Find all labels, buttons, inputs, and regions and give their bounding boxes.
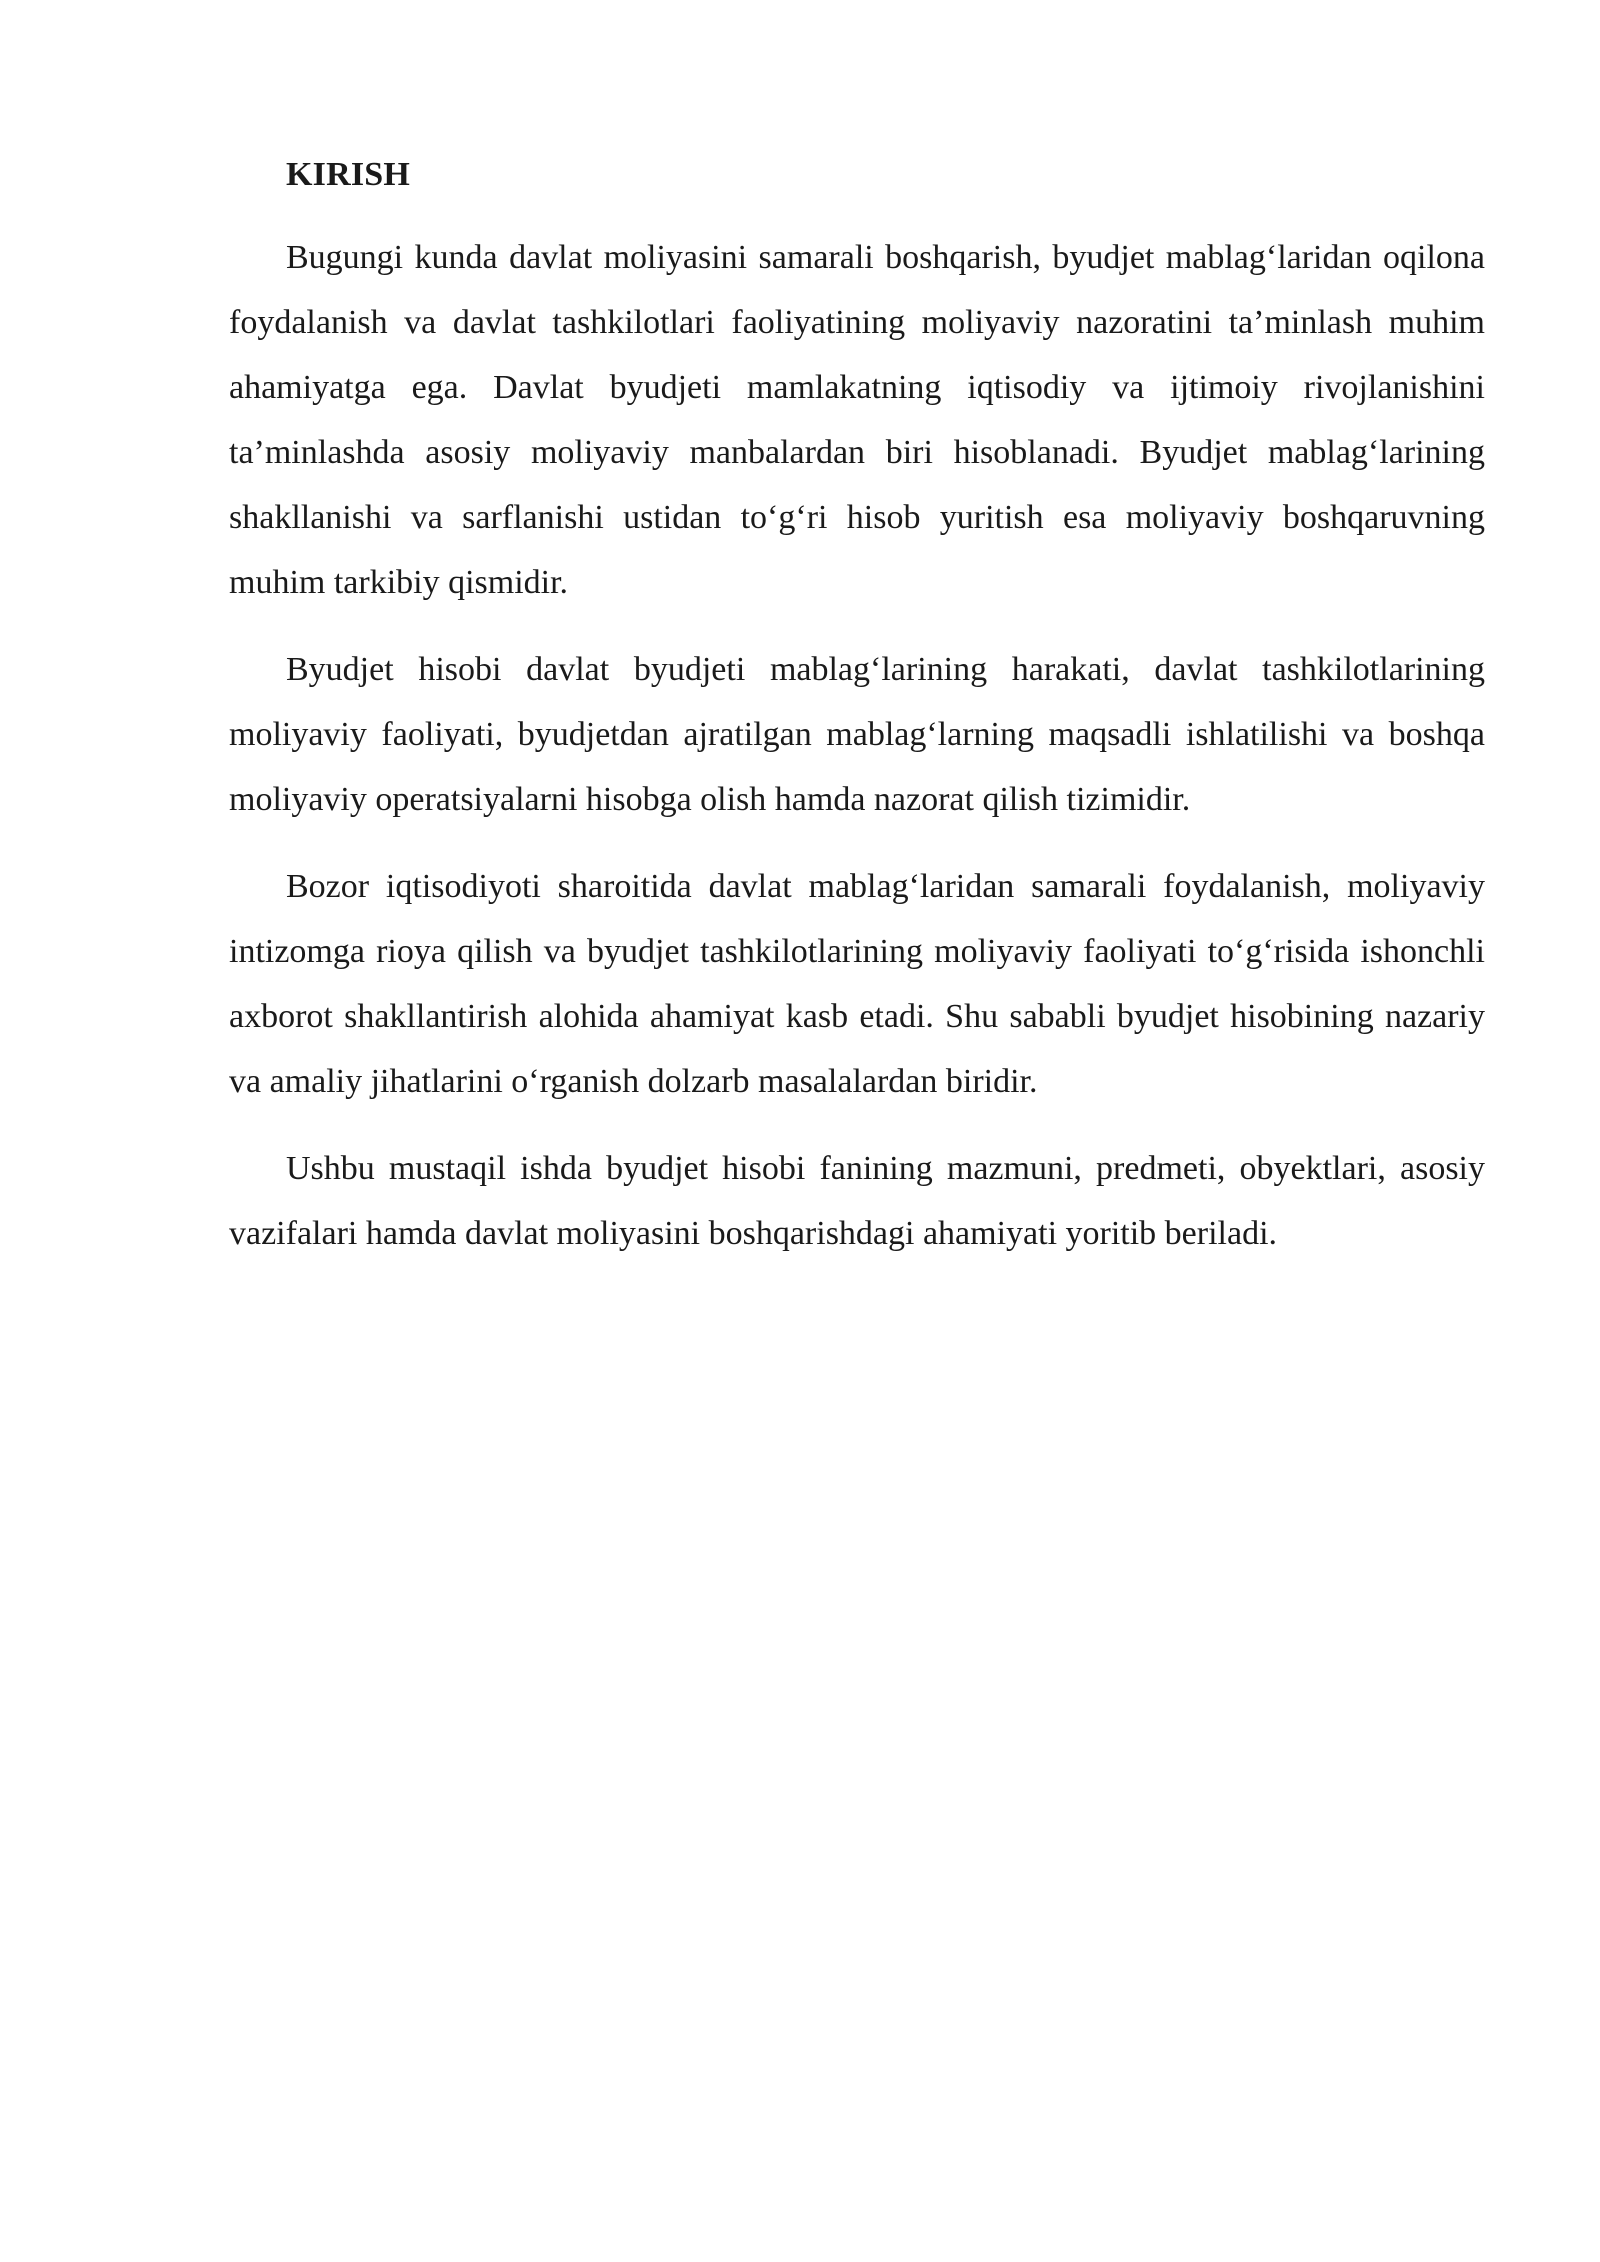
paragraph-4: Ushbu mustaqil ishda byudjet hisobi fanining mazmuni, predmeti, obyektlari, asosiy vazifalari hamda davlat moliyasini boshqarishdagi ahamiyati yoritib beriladi.	[229, 1150, 1485, 1252]
paragraph-3: Bozor iqtisodiyoti sharoitida davlat mablag‘laridan samarali foydalanish, moliyaviy intizomga rioya qilish va byudjet tashkilotlarining moliyaviy faoliyati to‘g‘risida ishonchli axborot shakllantirish alohida ahamiyat kasb etadi. Shu sababli byudjet hisobining nazariy va amaliy jihatlarini o‘rganish dolzarb masalalardan biridir.	[229, 868, 1485, 1100]
paragraph-1: Bugungi kunda davlat moliyasini samarali boshqarish, byudjet mablag‘laridan oqilona foydalanish va davlat tashkilotlari faoliyatining moliyaviy nazoratini ta’minlash muhim ahamiyatga ega. Davlat byudjeti mamlakatning iqtisodiy va ijtimoiy rivojlanishini ta’minlashda asosiy moliyaviy manbalardan biri hisoblanadi. Byudjet mablag‘larining shakllanishi va sarflanishi ustidan to‘g‘ri hisob yuritish esa moliyaviy boshqaruvning muhim tarkibiy qismidir.	[229, 239, 1485, 601]
section-heading: KIRISH	[286, 156, 411, 193]
paragraph-2: Byudjet hisobi davlat byudjeti mablag‘larining harakati, davlat tashkilotlarining moliyaviy faoliyati, byudjetdan ajratilgan mablag‘larning maqsadli ishlatilishi va boshqa moliyaviy operatsiyalarni hisobga olish hamda nazorat qilish tizimidir.	[229, 651, 1485, 818]
document-body	[229, 142, 1485, 1288]
